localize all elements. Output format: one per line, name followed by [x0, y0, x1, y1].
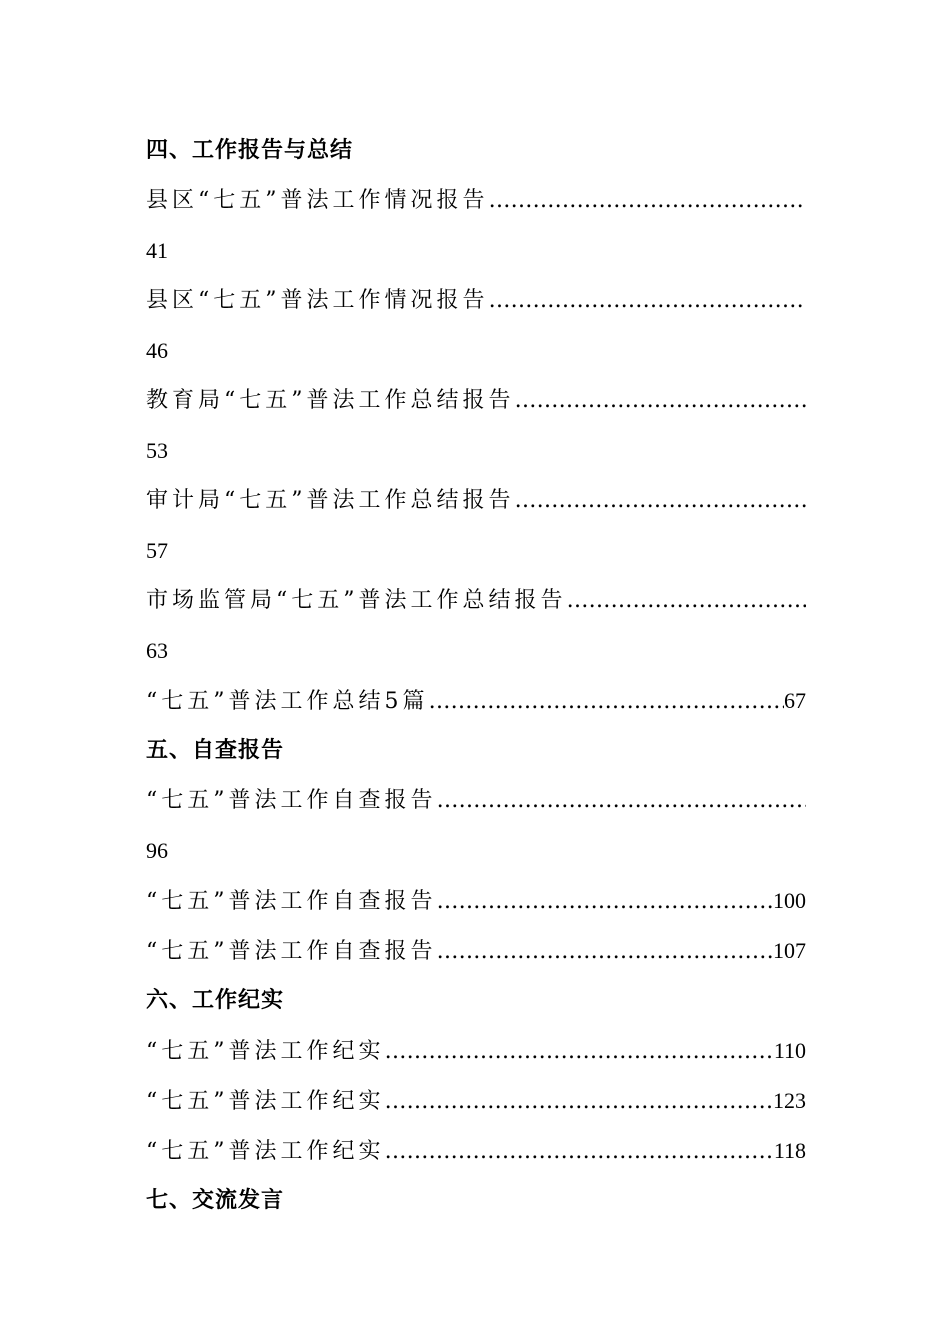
table-of-contents — [146, 126, 806, 1226]
toc-entry-page: 96 — [146, 838, 168, 863]
section-heading: 五、自查报告 — [146, 738, 285, 763]
toc-entry-page: 46 — [146, 338, 168, 363]
dot-leader — [515, 376, 807, 426]
toc-entry[interactable] — [146, 476, 806, 526]
dot-leader — [437, 776, 807, 826]
dot-leader — [385, 1027, 774, 1076]
dot-leader — [489, 276, 807, 326]
toc-entry[interactable] — [146, 926, 806, 976]
toc-entry[interactable] — [146, 276, 806, 326]
toc-entry-page: 67 — [784, 688, 806, 713]
toc-entry[interactable] — [146, 376, 806, 426]
toc-entry-page: 110 — [773, 1038, 806, 1063]
dot-leader — [385, 1127, 774, 1176]
toc-entry-page: 57 — [146, 538, 168, 563]
toc-entry-title: “七五”普法工作纪实 — [146, 1089, 385, 1114]
toc-entry[interactable] — [146, 1076, 806, 1126]
toc-entry[interactable] — [146, 776, 806, 826]
toc-entry-title: “七五”普法工作自查报告 — [146, 788, 437, 813]
section-heading: 七、交流发言 — [146, 1188, 285, 1213]
toc-entry-page: 118 — [773, 1138, 806, 1163]
toc-entry[interactable] — [146, 176, 806, 226]
toc-entry-page: 53 — [146, 438, 168, 463]
toc-entry-title: “七五”普法工作总结5篇 — [146, 689, 429, 714]
section-heading: 四、工作报告与总结 — [146, 138, 354, 163]
toc-entry-page: 123 — [773, 1088, 806, 1113]
toc-entry[interactable] — [146, 876, 806, 926]
toc-entry[interactable] — [146, 1126, 806, 1176]
toc-entry-title: 县区“七五”普法工作情况报告 — [146, 288, 489, 313]
toc-entry-title: 县区“七五”普法工作情况报告 — [146, 188, 489, 213]
dot-leader — [437, 877, 774, 926]
dot-leader — [489, 176, 807, 226]
toc-entry-title: “七五”普法工作自查报告 — [146, 939, 437, 964]
toc-entry[interactable] — [146, 576, 806, 626]
section-heading: 六、工作纪实 — [146, 988, 285, 1013]
toc-entry-title: “七五”普法工作纪实 — [146, 1039, 385, 1064]
toc-entry-title: 审计局“七五”普法工作总结报告 — [146, 488, 515, 513]
toc-entry-page: 100 — [773, 888, 806, 913]
dot-leader — [567, 576, 807, 626]
toc-entry-page: 41 — [146, 238, 168, 263]
dot-leader — [515, 476, 807, 526]
dot-leader — [437, 927, 774, 976]
toc-entry[interactable] — [146, 1026, 806, 1076]
toc-entry-page: 107 — [773, 938, 806, 963]
toc-entry[interactable] — [146, 676, 806, 726]
dot-leader — [385, 1077, 774, 1126]
toc-entry-title: 市场监管局“七五”普法工作总结报告 — [146, 588, 567, 613]
dot-leader — [429, 677, 785, 726]
toc-entry-title: “七五”普法工作纪实 — [146, 1139, 385, 1164]
toc-entry-title: “七五”普法工作自查报告 — [146, 889, 437, 914]
toc-entry-title: 教育局“七五”普法工作总结报告 — [146, 388, 515, 413]
toc-entry-page: 63 — [146, 638, 168, 663]
